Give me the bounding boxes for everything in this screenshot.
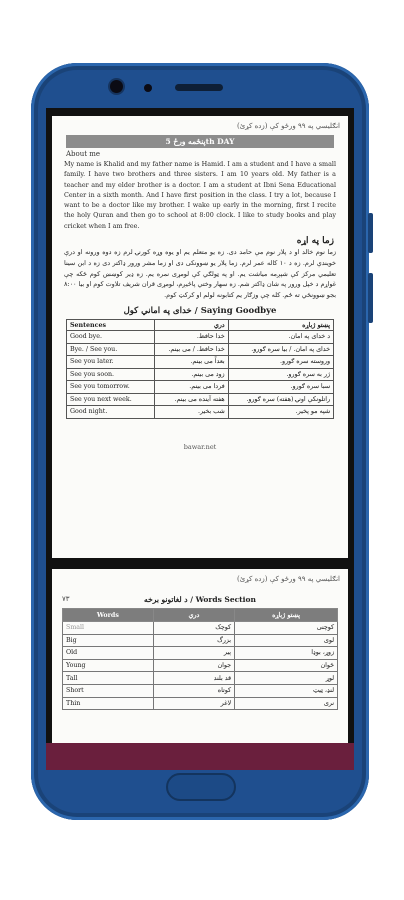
document-page-2[interactable]: [52, 569, 348, 743]
table-cell: فردا می بینم.: [155, 381, 229, 394]
table-row: [67, 331, 334, 344]
table-row: [67, 356, 334, 369]
table-cell: کوچنی: [235, 622, 338, 635]
table-row: [63, 622, 338, 635]
table-cell: See you later.: [67, 356, 155, 369]
column-header: دري: [155, 320, 229, 331]
table-cell: Old: [63, 647, 154, 660]
table-cell: لوړ: [235, 672, 338, 685]
bottom-bar: [46, 743, 354, 770]
running-head: انګلیسي په ۹۹ ورځو کې (زده کړئ): [236, 122, 340, 130]
table-cell: راتلونکې اونۍ (هفته) سره ګورو.: [228, 393, 333, 406]
table-row: [67, 406, 334, 419]
table-row: [67, 343, 334, 356]
column-header: دري: [153, 609, 234, 622]
table-header-row: [63, 609, 338, 622]
table-cell: Bye. / See you.: [67, 343, 155, 356]
table-cell: Good night.: [67, 406, 155, 419]
pashto-paragraph: زما نوم خالد او د پلار نوم مې حامد دی. زه یو متعلم یم او یوه وړه کورنۍ لرم زه دوه ورونه او درې خویندې لرم. زه د ۱۰ کاله عمر لرم. زما پلار یو ښوونکی دی او زما مشر ورور ډاکتر دی زه د ابن سینا تعلیمي مرکز کې شپږمه میاشت یم. او په ټولګي کې لومړی نمره یم. زه ډیر کوښښ کوم ځکه چې غواړم د خپل ورور په شان ډاکتر شم. زه سهار وختي پاڅیږم، لومړی قران شریف تلاوت کوم او بیا ۸:۰۰ بجو ښوونځي ته ځم. کله چې وزګار یم کتابونه لولم او کرکټ کوم.: [64, 248, 337, 300]
table-row: [67, 381, 334, 394]
table-row: [67, 368, 334, 381]
words-section-title: د لغاتونو برخه / Words Section: [144, 595, 256, 604]
table-cell: د خدای په امان.: [228, 331, 333, 344]
table-cell: See you soon.: [67, 368, 155, 381]
home-button[interactable]: [166, 773, 236, 801]
table-cell: Thin: [63, 697, 154, 710]
english-paragraph: My name is Khalid and my father name is Hamid. I am a student and I have a small family. I have two brothers and three sisters. I am 10 years old. My father is a teacher and my elder brother is a doctor. I am a student at Ibni Sena Educational Center in a sixth month. And I have first position in the class. I try a lot, because I want to be a doctor like my brother. I wake up early in the morning, first I recite the holy Quran and then go to school at 8:00 clock. I like to study books and play cricket when I am free.: [64, 160, 336, 230]
table-cell: Young: [63, 659, 154, 672]
day-banner: پنځمه ورځ 5th DAY: [66, 135, 334, 148]
front-camera-icon: [110, 80, 123, 93]
column-header: Words: [63, 609, 154, 622]
column-header: پښتو ژباړه: [235, 609, 338, 622]
table-cell: شپه مو پخیر.: [228, 406, 333, 419]
table-header-row: [67, 320, 334, 331]
table-cell: پیر: [153, 647, 234, 660]
document-page-1[interactable]: [52, 116, 348, 558]
goodbye-table: [66, 319, 334, 419]
table-cell: بعداً می بینم.: [155, 356, 229, 369]
table-cell: لنډ، ټیټ: [235, 684, 338, 697]
table-cell: قد بلند: [153, 672, 234, 685]
section-label: About me: [66, 150, 101, 158]
table-cell: خدا حافظ. / می بینم.: [155, 343, 229, 356]
table-cell: خدای په امان. / بیا سره ګورو.: [228, 343, 333, 356]
table-cell: ژر به سره ګورو.: [228, 368, 333, 381]
column-header: Sentences: [67, 320, 155, 331]
table-cell: هفته آینده می بینم.: [155, 393, 229, 406]
table-cell: سبا سره ګورو.: [228, 381, 333, 394]
table-cell: See you next week.: [67, 393, 155, 406]
table-cell: وروسته سره ګورو.: [228, 356, 333, 369]
table-cell: جوان: [153, 659, 234, 672]
table-cell: زوړ، بوډا: [235, 647, 338, 660]
table-title: خدای په اماني کول / Saying Goodbye: [123, 306, 277, 317]
table-cell: Small: [63, 622, 154, 635]
table-row: [63, 697, 338, 710]
table-row: [63, 672, 338, 685]
table-cell: کوتاه: [153, 684, 234, 697]
table-cell: کوچک: [153, 622, 234, 635]
table-row: [63, 647, 338, 660]
table-cell: نری: [235, 697, 338, 710]
table-cell: See you tomorrow.: [67, 381, 155, 394]
table-cell: Short: [63, 684, 154, 697]
table-cell: Tall: [63, 672, 154, 685]
table-cell: Big: [63, 634, 154, 647]
page-number: ۷۳: [62, 595, 70, 603]
table-row: [63, 634, 338, 647]
column-header: پښتو ژباړه: [228, 320, 333, 331]
phone-screen: [46, 108, 354, 770]
running-head: انګلیسي په ۹۹ ورځو کې (زده کړئ): [236, 575, 340, 583]
table-cell: لوی: [235, 634, 338, 647]
table-cell: لاغر: [153, 697, 234, 710]
power-button[interactable]: [368, 273, 373, 323]
table-cell: خدا حافظ.: [155, 331, 229, 344]
pashto-section-title: زما په اړه: [296, 236, 334, 247]
sensor-icon: [144, 84, 152, 92]
table-row: [63, 684, 338, 697]
table-cell: بزرگ: [153, 634, 234, 647]
table-cell: ځوان: [235, 659, 338, 672]
table-cell: زود می بینم.: [155, 368, 229, 381]
earpiece-speaker: [175, 84, 223, 91]
volume-button[interactable]: [368, 213, 373, 253]
table-cell: شب بخیر.: [155, 406, 229, 419]
table-row: [63, 659, 338, 672]
source-link: bawar.net: [183, 442, 217, 451]
table-row: [67, 393, 334, 406]
words-table: [62, 608, 338, 710]
table-cell: Good bye.: [67, 331, 155, 344]
